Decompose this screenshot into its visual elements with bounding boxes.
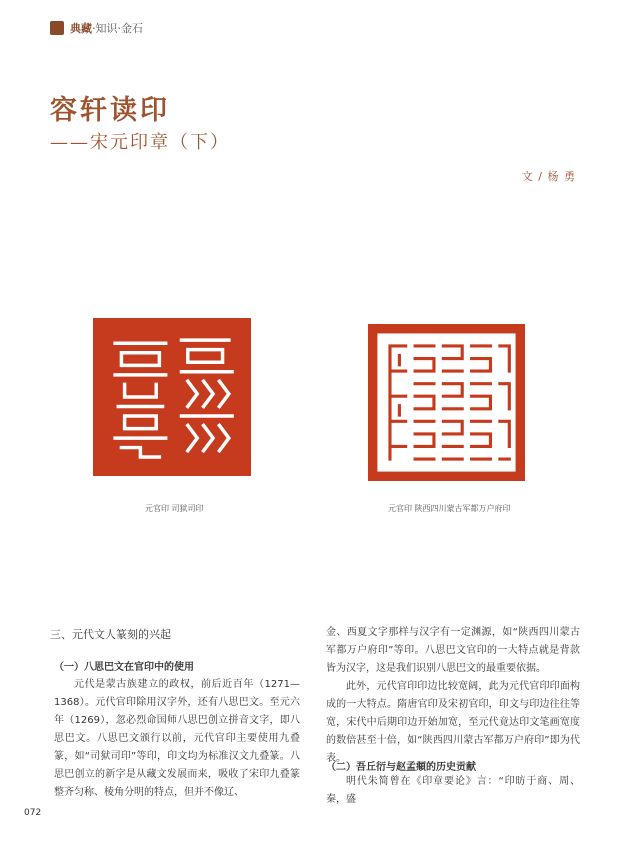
subsection-heading-1: （一）八思巴文在官印中的使用 xyxy=(54,662,194,673)
page-header xyxy=(50,20,143,36)
article-title: 容轩读印 xyxy=(50,95,170,126)
subsection-heading-2: （二）吾丘衍与赵孟頫的历史贡献 xyxy=(326,762,476,773)
seal-caption-1: 元官印 司狱司印 xyxy=(145,504,204,513)
seal-image-2 xyxy=(368,324,525,481)
seal-image-1 xyxy=(93,318,251,476)
seal-caption-2: 元官印 陕西四川蒙古军都万户府印 xyxy=(388,504,511,513)
page-number: 072 xyxy=(24,808,42,818)
paragraph-right-2: 此外，元代官印印边比较宽阔，此为元代官印印面构成的一大特点。隋唐官印及宋初官印，印文与印边往往等宽，宋代中后期印边开始加宽，至元代竟达印文笔画宽度的数倍甚至十倍，如“陕西四川蒙古军都万户府印”即为代表。 xyxy=(326,681,580,764)
paragraph-left-1: 元代是蒙古族建立的政权，前后近百年（1271—1368）。元代官印除用汉字外，还有八思巴文。至元六年（1269），忽必烈命国师八思巴创立拼音文字，即八思巴文。八思巴文颁行以前，元代官印主要使用九叠篆，如“司狱司印”等印，印文均为标准汉文九叠篆。八思巴创立的新字是从藏文发展而来，吸收了宋印九叠篆整齐匀称、棱角分明的特点，但并不像辽、 xyxy=(54,679,300,798)
category-bold: 典藏 xyxy=(70,22,92,35)
author-byline: 文 / 杨 勇 xyxy=(521,170,576,183)
magazine-logo-icon xyxy=(50,21,64,35)
category-label xyxy=(70,20,143,36)
right-column-text xyxy=(326,624,580,768)
seal-glyphs-1 xyxy=(93,318,251,476)
paragraph-right-1: 金、西夏文字那样与汉字有一定渊源，如“陕西四川蒙古军都万户府印”等印。八思巴文官印的一大特点就是背款皆为汉字，这是我们识别八思巴文的最重要依据。 xyxy=(326,627,580,674)
category-rest: ·知识·金石 xyxy=(92,22,143,35)
left-column-text xyxy=(54,676,300,802)
seal-glyphs-2 xyxy=(368,324,525,481)
section-heading: 三、元代文人篆刻的兴起 xyxy=(50,628,171,641)
article-subtitle: ——宋元印章（下） xyxy=(50,132,230,153)
paragraph-right-3: 明代朱简曾在《印章要论》言：“印昉于商、周、秦，盛 xyxy=(326,776,580,805)
right-column-text-2 xyxy=(326,773,580,809)
